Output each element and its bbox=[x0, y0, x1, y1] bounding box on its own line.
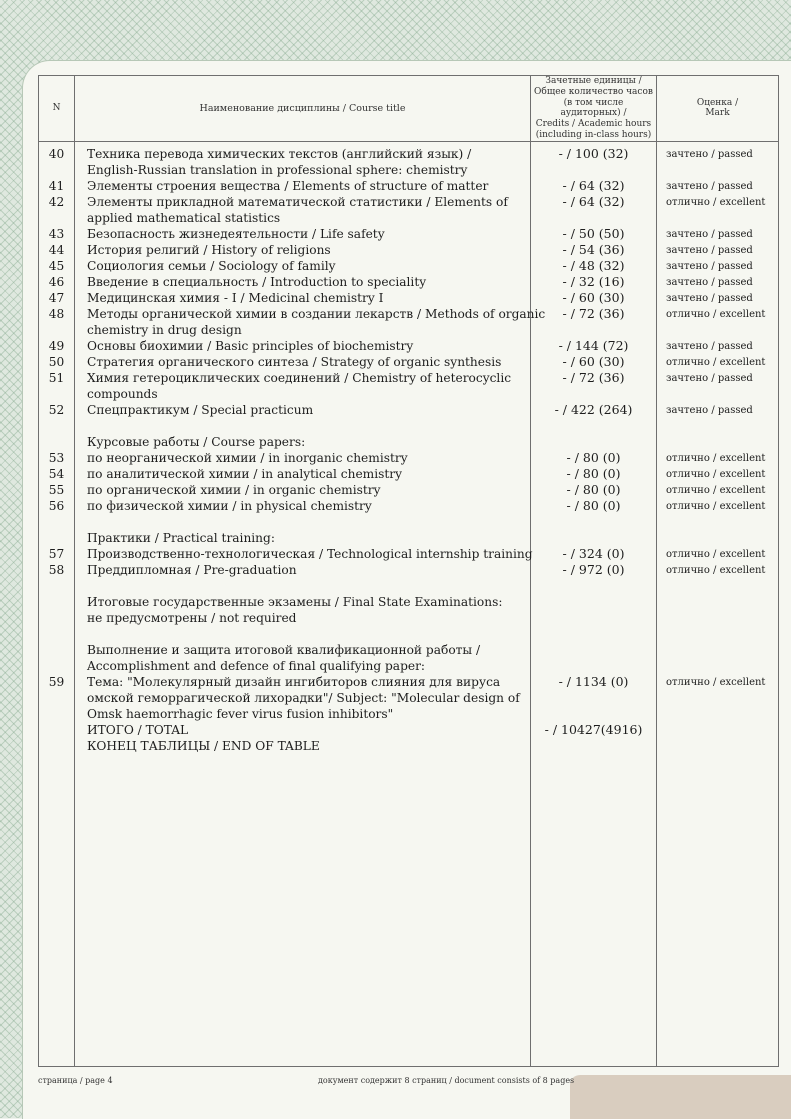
course-title-line: Спецпрактикум / Special practicum bbox=[87, 402, 314, 417]
header-credits-line: Зачетные единицы / bbox=[545, 76, 642, 86]
row-number: 54 bbox=[48, 466, 65, 481]
header-mark bbox=[657, 76, 779, 142]
mark-value: зачтено / passed bbox=[666, 244, 753, 256]
mark-value: зачтено / passed bbox=[666, 180, 753, 192]
credits-value: - / 48 (32) bbox=[562, 257, 625, 273]
credits-value: - / 50 (50) bbox=[562, 225, 625, 241]
mark-value: отлично / excellent bbox=[666, 676, 766, 688]
course-title-line: Курсовые работы / Course papers: bbox=[87, 434, 306, 449]
course-title-line: КОНЕЦ ТАБЛИЦЫ / END OF TABLE bbox=[87, 738, 320, 753]
credits-value: - / 80 (0) bbox=[566, 465, 621, 481]
row-number: 57 bbox=[48, 546, 65, 561]
course-title-line: Итоговые государственные экзамены / Final State Examinations: bbox=[87, 594, 503, 609]
row-number: 51 bbox=[48, 370, 65, 385]
row-number: 42 bbox=[48, 194, 65, 209]
mark-value: зачтено / passed bbox=[666, 340, 753, 352]
mark-value bbox=[657, 514, 787, 515]
course-title-line: Социология семьи / Sociology of family bbox=[87, 258, 336, 273]
credits-value: - / 80 (0) bbox=[566, 449, 621, 465]
page-number: страница / page 4 bbox=[38, 1076, 113, 1085]
course-title-line: Методы органической химии в создании лекарств / Methods of organic bbox=[87, 306, 546, 321]
mark-value bbox=[657, 626, 787, 627]
row-number: 44 bbox=[48, 242, 65, 257]
row-number: 58 bbox=[48, 562, 65, 577]
mark-value: отлично / excellent bbox=[666, 452, 766, 464]
course-title-line: Химия гетероциклических соединений / Chemistry of heterocyclic bbox=[87, 370, 512, 385]
row-number: 53 bbox=[48, 450, 65, 465]
credits-value: - / 54 (36) bbox=[562, 241, 625, 257]
credits-value: - / 1134 (0) bbox=[558, 673, 629, 689]
course-title-line: Введение в специальность / Introduction to speciality bbox=[87, 274, 427, 289]
mark-value: отлично / excellent bbox=[666, 356, 766, 368]
header-credits bbox=[531, 76, 657, 142]
page-count: документ содержит 8 страниц / document consists of 8 pages bbox=[318, 1076, 575, 1085]
mark-value: отлично / excellent bbox=[666, 468, 766, 480]
header-mark-line: Оценка / bbox=[696, 97, 739, 108]
header-course-title: Наименование дисциплины / Course title bbox=[75, 76, 531, 142]
course-title-line: Элементы прикладной математической статистики / Elements of bbox=[87, 194, 508, 209]
row-number: 40 bbox=[48, 146, 65, 161]
course-title-line: Accomplishment and defence of final qualifying paper: bbox=[87, 658, 426, 673]
course-title-line: по неорганической химии / in inorganic chemistry bbox=[87, 450, 408, 465]
course-title-line: Тема: "Молекулярный дизайн ингибиторов слияния для вируса bbox=[87, 674, 501, 689]
course-title-line: compounds bbox=[87, 386, 158, 401]
credits-value: - / 144 (72) bbox=[558, 337, 629, 353]
course-title-line: English-Russian translation in professional sphere: chemistry bbox=[87, 162, 468, 177]
corner-stamp bbox=[570, 1075, 791, 1119]
credits-value: - / 324 (0) bbox=[562, 545, 625, 561]
row-number: 48 bbox=[48, 306, 65, 321]
mark-value: отлично / excellent bbox=[666, 564, 766, 576]
course-title-line: по физической химии / in physical chemistry bbox=[87, 498, 372, 513]
row-number: 47 bbox=[48, 290, 65, 305]
mark-value bbox=[657, 530, 787, 531]
mark-value: зачтено / passed bbox=[666, 148, 753, 160]
mark-value: зачтено / passed bbox=[666, 260, 753, 272]
row-number: 45 bbox=[48, 258, 65, 273]
credits-value: - / 60 (30) bbox=[562, 289, 625, 305]
course-title-line: Omsk haemorrhagic fever virus fusion inhibitors" bbox=[87, 706, 394, 721]
row-number: 46 bbox=[48, 274, 65, 289]
credits-value: - / 80 (0) bbox=[566, 481, 621, 497]
course-title-line: Выполнение и защита итоговой квалификационной работы / bbox=[87, 642, 481, 657]
row-number: 59 bbox=[48, 674, 65, 689]
mark-value: отлично / excellent bbox=[666, 548, 766, 560]
credits-value: - / 72 (36) bbox=[562, 369, 625, 385]
course-title-line: applied mathematical statistics bbox=[87, 210, 281, 225]
row-number: 50 bbox=[48, 354, 65, 369]
course-title-line: Основы биохимии / Basic principles of biochemistry bbox=[87, 338, 414, 353]
course-title-line: chemistry in drug design bbox=[87, 322, 242, 337]
mark-value: зачтено / passed bbox=[666, 404, 753, 416]
credits-value: - / 972 (0) bbox=[562, 561, 625, 577]
mark-value: зачтено / passed bbox=[666, 228, 753, 240]
mark-value bbox=[657, 434, 787, 435]
mark-value bbox=[657, 594, 787, 595]
mark-value: зачтено / passed bbox=[666, 372, 753, 384]
mark-value: отлично / excellent bbox=[666, 196, 766, 208]
row-number: 55 bbox=[48, 482, 65, 497]
course-title-line: Практики / Practical training: bbox=[87, 530, 275, 545]
course-title-line: История религий / History of religions bbox=[87, 242, 331, 257]
mark-value: отлично / excellent bbox=[666, 500, 766, 512]
credits-value: - / 60 (30) bbox=[562, 353, 625, 369]
credits-value: - / 32 (16) bbox=[562, 273, 625, 289]
header-credits-line: Общее количество часов bbox=[534, 86, 653, 97]
header-credits-line: Credits / Academic hours bbox=[535, 119, 652, 130]
course-title-line: Безопасность жизнедеятельности / Life safety bbox=[87, 226, 385, 241]
course-title-line: не предусмотрены / not required bbox=[87, 610, 297, 625]
course-title-line: ИТОГО / TOTAL bbox=[87, 722, 189, 737]
course-title-line: Преддипломная / Pre-graduation bbox=[87, 562, 297, 577]
row-number: 52 bbox=[48, 402, 65, 417]
mark-value: зачтено / passed bbox=[666, 276, 753, 288]
transcript-table bbox=[38, 75, 779, 1067]
credits-value: - / 10427(4916) bbox=[544, 721, 643, 737]
row-number: 43 bbox=[48, 226, 65, 241]
mark-value bbox=[657, 738, 787, 739]
mark-value bbox=[657, 642, 787, 643]
table-body bbox=[39, 141, 779, 1066]
table-header bbox=[39, 76, 779, 142]
credits-value: - / 64 (32) bbox=[562, 177, 625, 193]
course-title-line: Техника перевода химических текстов (английский язык) / bbox=[87, 146, 472, 161]
course-title-line: Стратегия органического синтеза / Strategy of organic synthesis bbox=[87, 354, 502, 369]
credits-value: - / 422 (264) bbox=[554, 401, 633, 417]
credits-value: - / 72 (36) bbox=[562, 305, 625, 321]
header-num: N bbox=[39, 76, 75, 142]
mark-value: отлично / excellent bbox=[666, 308, 766, 320]
mark-value bbox=[657, 418, 787, 419]
credits-value: - / 80 (0) bbox=[566, 497, 621, 513]
row-number: 49 bbox=[48, 338, 65, 353]
mark-value: отлично / excellent bbox=[666, 484, 766, 496]
course-title-line: по органической химии / in organic chemistry bbox=[87, 482, 381, 497]
row-number: 56 bbox=[48, 498, 65, 513]
credits-value: - / 64 (32) bbox=[562, 193, 625, 209]
course-title-line: омской геморрагической лихорадки"/ Subject: "Molecular design of bbox=[87, 690, 520, 705]
mark-value: зачтено / passed bbox=[666, 292, 753, 304]
course-title-line: Медицинская химия - I / Medicinal chemistry I bbox=[87, 290, 384, 305]
mark-value bbox=[657, 578, 787, 579]
course-title-line: Элементы строения вещества / Elements of structure of matter bbox=[87, 178, 489, 193]
header-credits-line: (в том числе аудиторных) / bbox=[560, 97, 627, 119]
mark-value bbox=[657, 722, 787, 723]
row-number: 41 bbox=[48, 178, 65, 193]
credits-value: - / 100 (32) bbox=[558, 145, 629, 161]
header-mark-line: Mark bbox=[705, 108, 730, 119]
course-title-line: по аналитической химии / in analytical chemistry bbox=[87, 466, 402, 481]
course-title-line: Производственно-технологическая / Technological internship training bbox=[87, 546, 533, 561]
header-credits-line: (including in-class hours) bbox=[535, 129, 652, 140]
